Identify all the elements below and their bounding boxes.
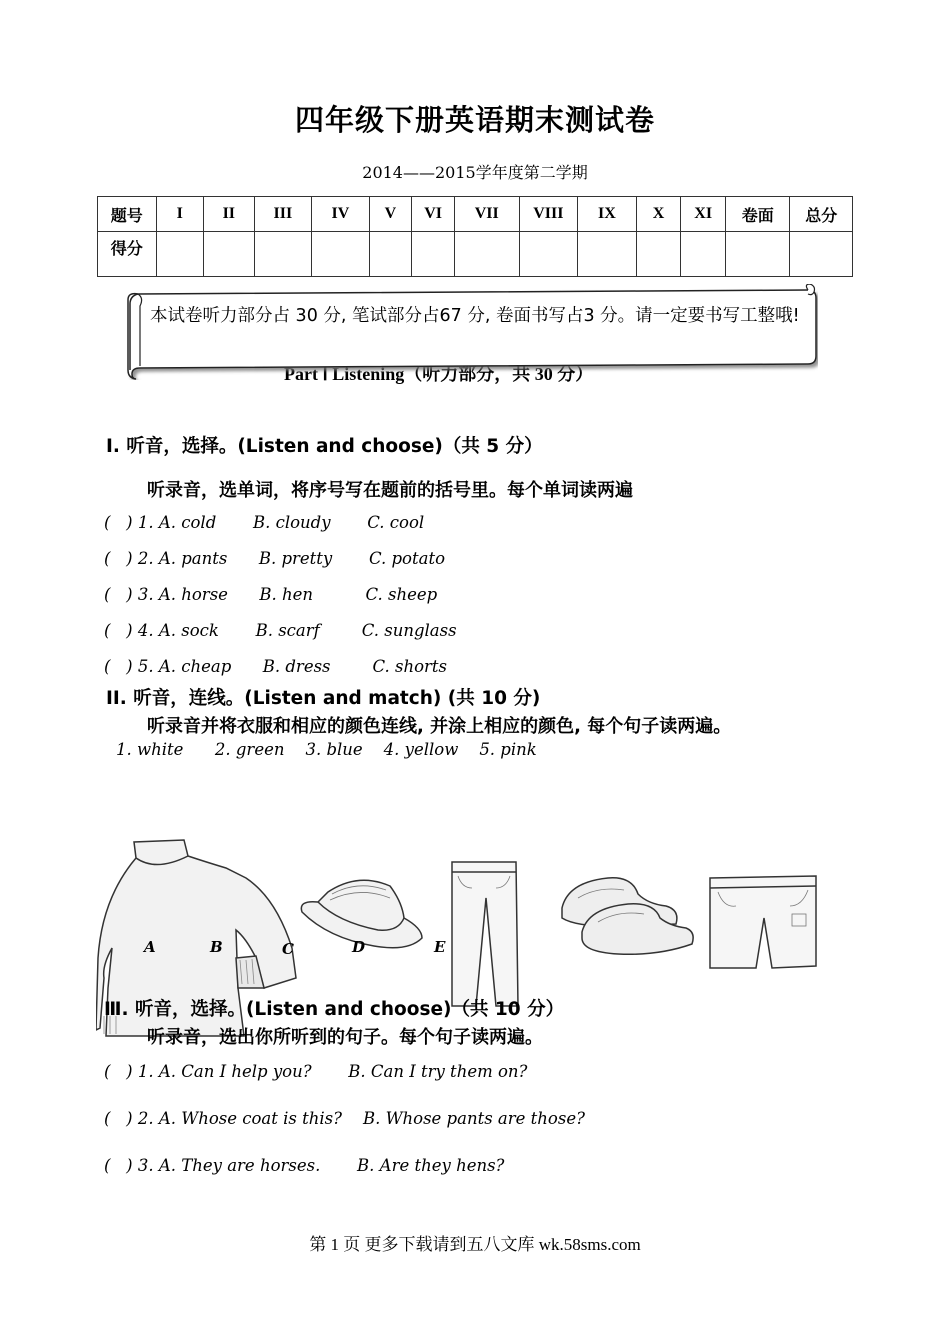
score-column-header: 卷面: [726, 197, 790, 232]
shoes-illustration: [558, 872, 698, 962]
score-cell[interactable]: [254, 232, 312, 277]
notice-scroll-banner: [126, 284, 818, 380]
score-column-header: XI: [681, 197, 726, 232]
section1-heading: Ⅰ. 听音，选择。(Listen and choose)（共 5 分）: [106, 436, 543, 457]
score-column-header: VII: [454, 197, 519, 232]
score-column-header: X: [636, 197, 681, 232]
page-title: 四年级下册英语期末测试卷: [294, 103, 655, 137]
score-column-header: VI: [412, 197, 455, 232]
exam-notice: 本试卷听力部分占 30 分, 笔试部分占67 分, 卷面书写占3 分。请一定要书写工整哦!: [150, 306, 800, 326]
score-column-header: IX: [578, 197, 637, 232]
shorts-illustration: [708, 874, 820, 970]
section3-instruction: 听录音，选出你所听到的句子。每个句子读两遍。: [147, 1027, 543, 1048]
section2-instruction: 听录音并将衣服和相应的颜色连线, 并涂上相应的颜色, 每个句子读两遍。: [147, 716, 732, 737]
scroll-frame-graphic: [126, 284, 818, 380]
score-table: [97, 196, 853, 277]
section2-heading: II. 听音，连线。(Listen and match) (共 10 分): [106, 688, 541, 709]
score-column-header: I: [156, 197, 204, 232]
score-column-header: II: [204, 197, 255, 232]
score-cell[interactable]: [519, 232, 578, 277]
score-column-header: IV: [312, 197, 370, 232]
score-column-header: III: [254, 197, 312, 232]
school-year: 2014——2015学年度第二学期: [362, 163, 588, 182]
section1-question: ( ) 1. A. cold B. cloudy C. cool: [104, 513, 425, 532]
section1-question: ( ) 3. A. horse B. hen C. sheep: [104, 585, 438, 604]
section3-question: ( ) 2. A. Whose coat is this? B. Whose pants are those?: [104, 1109, 585, 1128]
score-cell[interactable]: [578, 232, 637, 277]
pants-illustration: [442, 858, 522, 1008]
page-footer: 第 1 页 更多下载请到五八文库 wk.58sms.com: [309, 1235, 641, 1254]
section2-color-list: 1. white 2. green 3. blue 4. yellow 5. pink: [116, 740, 537, 759]
score-cell[interactable]: [636, 232, 681, 277]
clothing-label: B: [210, 938, 223, 956]
clothing-label: D: [352, 938, 366, 956]
score-cell[interactable]: [681, 232, 726, 277]
score-cell[interactable]: [790, 232, 853, 277]
section1-question: ( ) 4. A. sock B. scarf C. sunglass: [104, 621, 457, 640]
score-table-score-row: [98, 232, 853, 277]
score-table-header-row: [98, 197, 853, 232]
score-cell[interactable]: [156, 232, 204, 277]
score-column-header: V: [369, 197, 412, 232]
score-cell[interactable]: [369, 232, 412, 277]
score-cell[interactable]: [312, 232, 370, 277]
section1-instruction: 听录音，选单词，将序号写在题前的括号里。每个单词读两遍: [147, 480, 633, 501]
section3-question: ( ) 1. A. Can I help you? B. Can I try them on?: [104, 1062, 528, 1081]
clothing-label: C: [282, 940, 294, 958]
clothing-label: A: [144, 938, 156, 956]
score-cell[interactable]: [412, 232, 455, 277]
section3-question: ( ) 3. A. They are horses. B. Are they hens?: [104, 1156, 505, 1175]
section3-heading: Ⅲ. 听音，选择。(Listen and choose)（共 10 分）: [104, 999, 565, 1020]
score-cell[interactable]: [454, 232, 519, 277]
score-table-label: 得分: [98, 232, 157, 277]
score-column-header: 总分: [790, 197, 853, 232]
score-cell[interactable]: [726, 232, 790, 277]
part1-heading: Part Ⅰ Listening（听力部分，共 30 分）: [284, 364, 594, 384]
section1-question: ( ) 5. A. cheap B. dress C. shorts: [104, 657, 448, 676]
section1-question: ( ) 2. A. pants B. pretty C. potato: [104, 549, 446, 568]
score-column-header: VIII: [519, 197, 578, 232]
score-table-label: 题号: [98, 197, 157, 232]
score-cell[interactable]: [204, 232, 255, 277]
clothing-label: E: [434, 938, 446, 956]
